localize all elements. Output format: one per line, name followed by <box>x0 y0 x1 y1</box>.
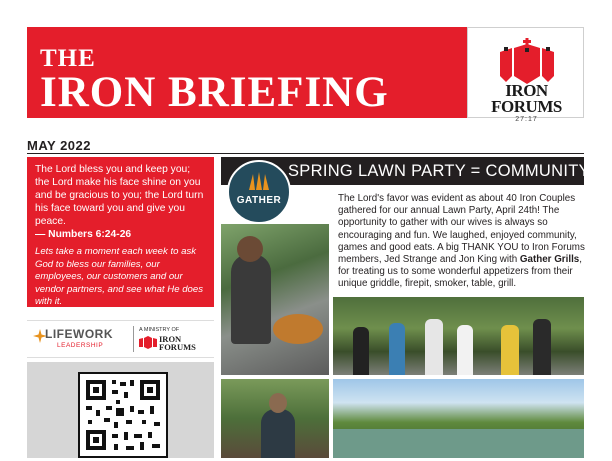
lifework-sub: LEADERSHIP <box>57 342 104 349</box>
qr-pattern-icon <box>80 374 166 456</box>
iron-forums-logo <box>467 27 584 123</box>
photo-man-outdoors <box>221 379 329 458</box>
flame-grill-icon <box>247 170 271 192</box>
masthead-title: IRON BRIEFING <box>40 69 389 116</box>
verse-box <box>27 157 214 307</box>
verse-text: The Lord bless you and keep you; the Lord make his face shine on you and be gracious to you; the Lord turn his face toward you and give you peace. <box>35 164 204 227</box>
logo-verse-ref: 27:17 <box>515 116 538 123</box>
gather-badge-label: GATHER <box>236 195 282 206</box>
photo-group-lawn <box>333 297 584 375</box>
mini-shield-icon <box>139 335 157 349</box>
logo-forums: FORUMS <box>491 97 562 116</box>
masthead-banner <box>27 27 467 118</box>
lifework-iron: IRON <box>159 334 182 344</box>
lifework-forums: FORUMS <box>159 342 196 352</box>
lifework-ministry: A MINISTRY OF <box>139 327 180 333</box>
qr-code[interactable] <box>78 372 168 458</box>
article-body <box>338 193 587 291</box>
article-body-part2: , for treating us to some wonderful appetizers from their unique griddle, firepit, smoker, table, grill. <box>338 254 582 290</box>
article-body-part1: The Lord's favor was evident as about 40 Iron Couples gathered for our annual Lawn Party, April 24th! The opportunity to gather with our wives is always so encouraging and fun. We laughed, enjoyed community, games and good eats. A big THANK YOU to Iron Forums members, Jed Strange and Jon King with <box>338 193 585 266</box>
logo-iron: IRON <box>505 81 548 100</box>
article-body-bold: Gather Grills <box>519 254 580 266</box>
shield-cross-icon <box>498 38 556 84</box>
gather-badge <box>227 160 291 224</box>
masthead-the: THE <box>40 45 96 72</box>
photo-griddle-chef <box>221 224 329 375</box>
lifework-name: LIFEWORK <box>45 327 113 341</box>
section-title: SPRING LAWN PARTY = COMMUNITY <box>288 162 590 180</box>
lifework-divider <box>133 326 134 352</box>
lifework-logo-strip <box>27 320 214 358</box>
verse-note: Lets take a moment each week to ask God to bless our families, our employees, our customers and our vendor partners, and see what He does with it. <box>35 246 203 307</box>
issue-date: MAY 2022 <box>27 138 91 153</box>
header-divider <box>27 153 584 154</box>
verse-reference: — Numbers 6:24-26 <box>35 229 132 240</box>
qr-panel <box>27 362 214 458</box>
photo-lake-trees <box>333 379 584 458</box>
